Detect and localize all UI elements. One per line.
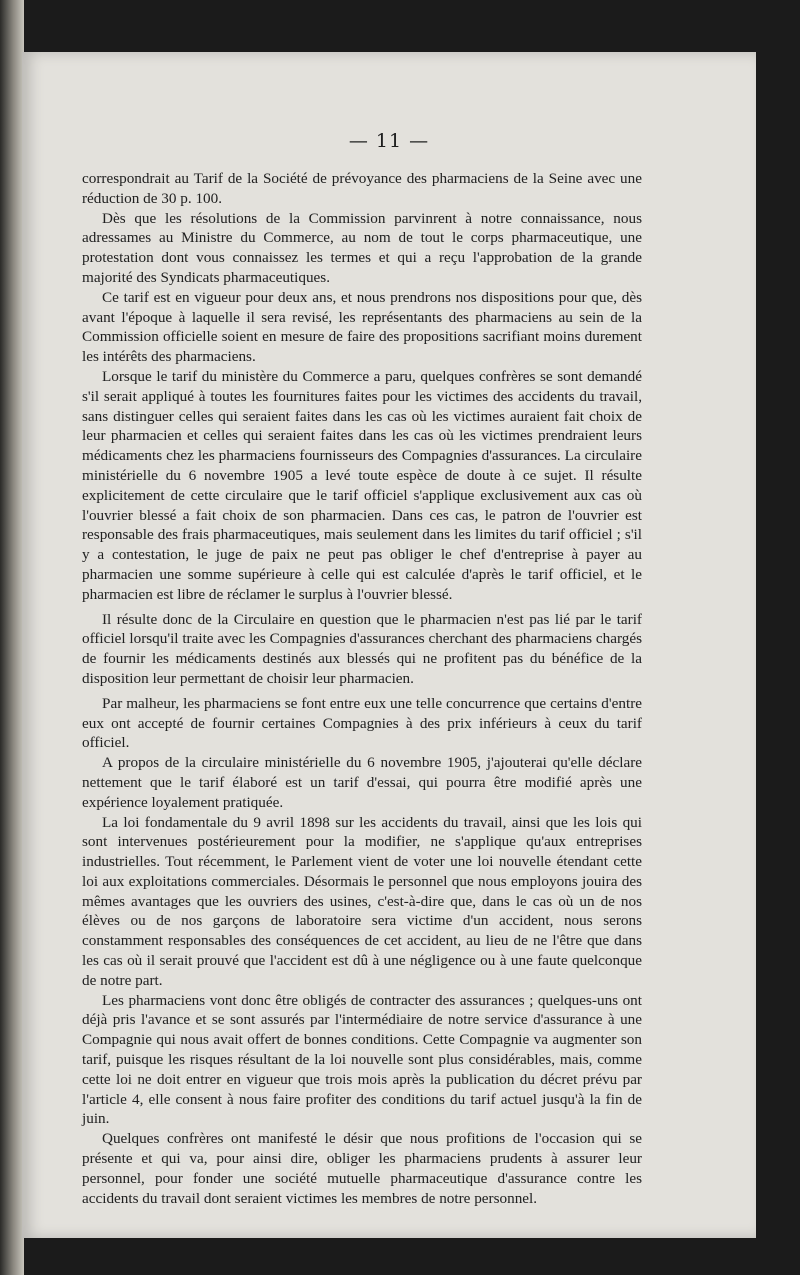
paragraph: Par malheur, les pharmaciens se font entre eux une telle concurrence que certains d'entre eux ont accepté de fournir certaines Compagnies à des prix inférieurs à ceux du tarif officiel. bbox=[82, 694, 642, 752]
paragraph: Dès que les résolutions de la Commission parvinrent à notre connaissance, nous adressames au Ministre du Commerce, au nom de tout le corps pharmaceutique, une protestation dont vous connaissez les termes et qui a reçu l'approbation de la grande majorité des Syndicats pharmaceutiques. bbox=[82, 209, 642, 286]
page-number: — 11 — bbox=[348, 130, 430, 152]
paragraph: Quelques confrères ont manifesté le désir que nous profitions de l'occasion qui se présente et qui va, pour ainsi dire, obliger les pharmaciens prudents à assurer leur personnel, pour fonder une société mutuelle pharmaceutique d'assurance contre les accidents du travail dont seraient victimes les membres de notre personnel. bbox=[82, 1130, 642, 1207]
paragraph: correspondrait au Tarif de la Société de prévoyance des pharmaciens de la Seine avec une réduction de 30 p. 100. bbox=[82, 170, 642, 207]
body-text bbox=[82, 169, 642, 1208]
document-page bbox=[22, 52, 756, 1238]
adjacent-page-edge bbox=[0, 0, 24, 1275]
paragraph: Lorsque le tarif du ministère du Commerce a paru, quelques confrères se sont demandé s'il serait appliqué à toutes les fournitures faites pour les victimes des accidents du travail, sans distinguer celles qui seraient faites dans les cas où les victimes auraient fait choix de leur pharmacien et celles qui seraient faites dans les cas où les victimes prendraient leurs médicaments chez les pharmaciens fournisseurs des Compagnies d'assurances. La circulaire ministérielle du 6 novembre 1905 a levé toute espèce de doute à ce sujet. Il résulte explicitement de cette circulaire que le tarif officiel s'applique exclusivement aux cas où l'ouvrier blessé a fait choix de son pharmacien. Dans ces cas, le patron de l'ouvrier est responsable des frais pharmaceutiques, mais seulement dans les limites du tarif officiel ; s'il y a contestation, le juge de paix ne peut pas obliger le chef d'entreprise à payer au pharmacien une somme supérieure à celle qui est calculée d'après le tarif officiel, et le pharmacien est libre de réclamer le surplus à l'ouvrier blessé. bbox=[82, 367, 642, 603]
paragraph: Ce tarif est en vigueur pour deux ans, et nous prendrons nos dispositions pour que, dès avant l'époque à laquelle il sera revisé, les représentants des pharmaciens au sein de la Commission officielle soient en mesure de faire des propositions sacrifiant moins durement les intérêts des pharmaciens. bbox=[82, 288, 642, 366]
paragraph: La loi fondamentale du 9 avril 1898 sur les accidents du travail, ainsi que les lois qui sont intervenues postérieurement pour la modifier, ne s'applique qu'aux entreprises industrielles. Tout récemment, le Parlement vient de voter une loi nouvelle étendant cette loi aux exploitations commerciales. Désormais le personnel que nous employons jouira des mêmes avantages que les ouvriers des usines, c'est-à-dire que, dans le cas où un de nos élèves ou de nos garçons de laboratoire sera victime d'un accident, nous serons constamment responsables des conséquences de cet accident, au lieu de ne l'être que dans les cas où il serait prouvé que l'accident est dû à une négligence ou à une faute quelconque de notre part. bbox=[82, 813, 642, 989]
paragraph: A propos de la circulaire ministérielle du 6 novembre 1905, j'ajouterai qu'elle déclare nettement que le tarif élaboré est un tarif d'essai, qui pourra être modifié après une expérience loyalement pratiquée. bbox=[82, 754, 642, 811]
paragraph: Les pharmaciens vont donc être obligés de contracter des assurances ; quelques-uns ont déjà pris l'avance et se sont assurés par l'intermédiaire de notre service d'assurance à une Compagnie qui nous avait offert de bonnes conditions. Cette Compagnie va augmenter son tarif, puisque les risques résultant de la loi nouvelle sont plus considérables, mais, comme cette loi ne doit entrer en vigueur que trois mois après la publication du décret prévu par l'article 4, elle consent à nous faire profiter des conditions du tarif actuel jusqu'à la fin de juin. bbox=[82, 991, 642, 1128]
paragraph: Il résulte donc de la Circulaire en question que le pharmacien n'est pas lié par le tarif officiel lorsqu'il traite avec les Compagnies d'assurances cherchant des pharmaciens chargés de fournir les médicaments destinés aux blessés qui ne profitent pas du bénéfice de la disposition leur permettant de choisir leur pharmacien. bbox=[82, 610, 642, 687]
